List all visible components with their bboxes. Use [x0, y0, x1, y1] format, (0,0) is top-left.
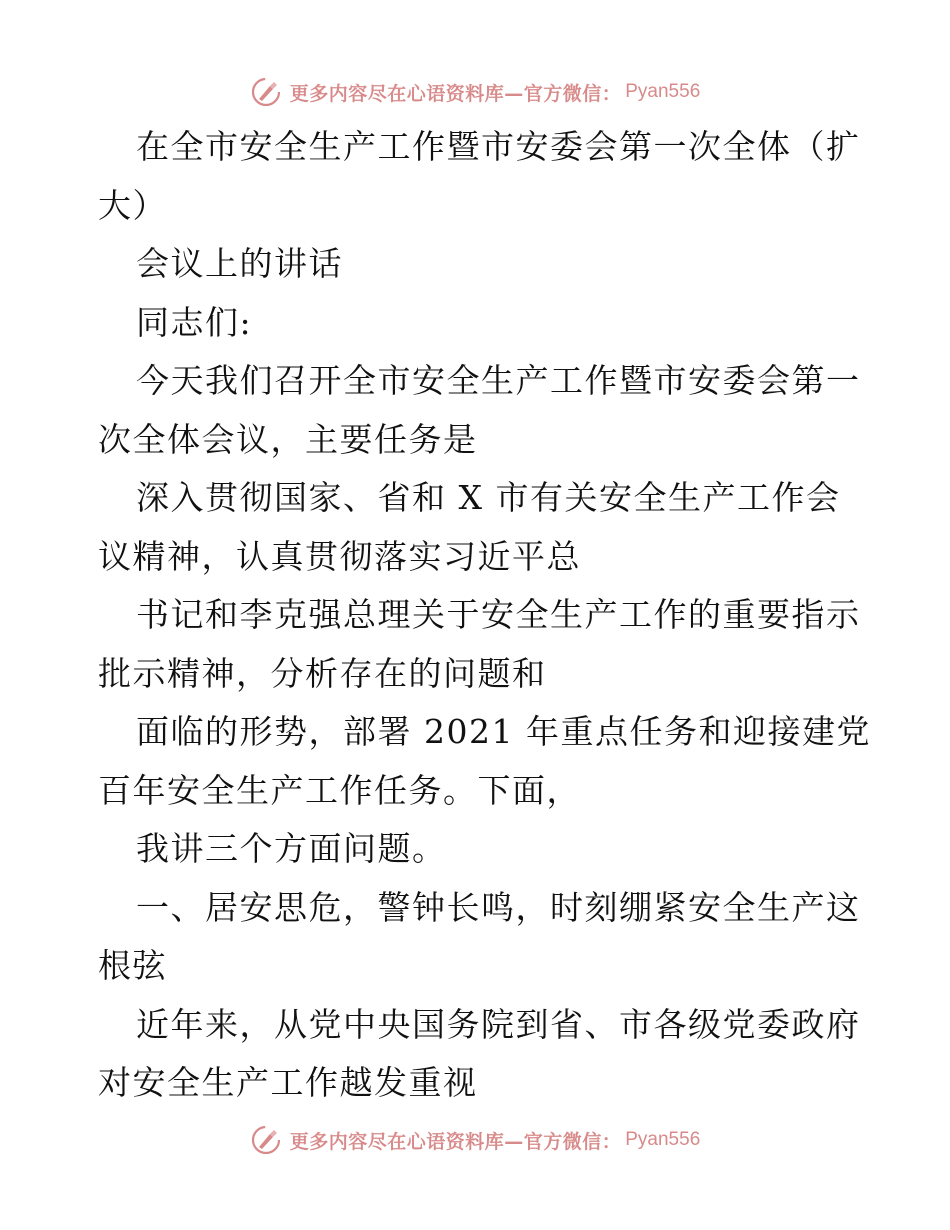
watermark-text: 更多内容尽在心语资料库—官方微信：: [289, 82, 622, 105]
text-line: 书记和李克强总理关于安全生产工作的重要指示: [136, 595, 861, 634]
watermark-handle: Pyan556: [625, 1129, 701, 1150]
text-line: 同志们:: [136, 302, 253, 342]
text-line: 在全市安全生产工作暨市安委会第一次全体（扩: [136, 127, 861, 166]
header-watermark: [0, 72, 950, 112]
text-line: 会议上的讲话: [136, 244, 343, 283]
text-line: 议精神，认真贯彻落实习近平总: [98, 536, 581, 576]
pen-nib-logo-icon: [250, 1124, 282, 1156]
text-line: 批示精神，分析存在的问题和: [98, 653, 547, 693]
pen-nib-logo-icon: [250, 76, 282, 108]
footer-watermark: [0, 1120, 950, 1160]
section-heading-line: 根弦: [98, 946, 167, 985]
text-line: 大）: [98, 185, 167, 225]
text-line: 面临的形势，部署 2021 年重点任务和迎接建党: [136, 712, 871, 751]
watermark-handle: Pyan556: [625, 81, 701, 102]
text-line: 对安全生产工作越发重视: [98, 1063, 478, 1102]
text-line: 近年来，从党中央国务院到省、市各级党委政府: [136, 1004, 861, 1044]
text-line: 次全体会议，主要任务是: [98, 419, 478, 459]
text-line: 今天我们召开全市安全生产工作暨市安委会第一: [136, 361, 861, 400]
watermark-text: 更多内容尽在心语资料库—官方微信：: [289, 1130, 622, 1153]
text-line: 深入贯彻国家、省和 X 市有关安全生产工作会: [136, 478, 841, 517]
document-body: [98, 118, 871, 1113]
text-line: 百年安全生产工作任务。下面，: [98, 770, 581, 810]
section-heading-line: 一、居安思危，警钟长鸣，时刻绷紧安全生产这: [136, 887, 861, 927]
text-line: 我讲三个方面问题。: [136, 829, 447, 868]
